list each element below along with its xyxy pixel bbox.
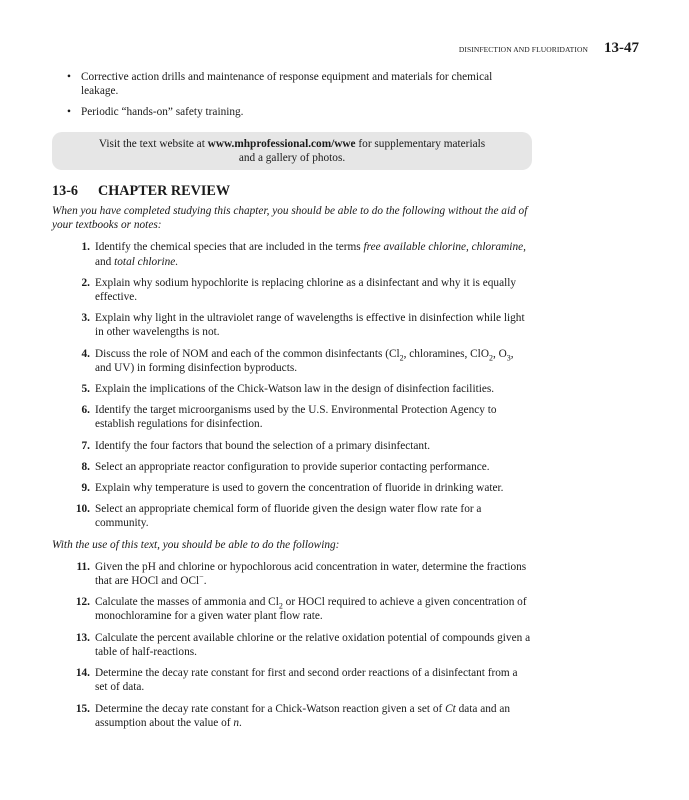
objective-number: 10. — [75, 503, 90, 516]
page-content — [52, 70, 532, 737]
objective-item — [52, 560, 532, 588]
objective-number: 14. — [75, 667, 90, 680]
bullet-text: Periodic “hands-on” safety training. — [81, 106, 244, 119]
objective-text: or HOCl required to achieve a given concentration of monochloramine for a given water plant flow rate. — [95, 596, 527, 623]
objective-number: 6. — [81, 404, 90, 417]
objective-text: and — [95, 255, 115, 268]
section-heading — [52, 183, 532, 200]
objective-number: 8. — [81, 460, 90, 473]
objective-item — [52, 595, 532, 623]
bullet-item — [52, 105, 532, 119]
website-suffix: for supplementary materials — [355, 137, 486, 150]
bullet-text: Corrective action drills and maintenance of response equipment and materials for chemical leakage. — [81, 71, 493, 98]
objective-text: Calculate the masses of ammonia and Cl — [95, 596, 279, 609]
section-intro: When you have completed studying this chapter, you should be able to do the following without the aid of your textbooks or notes: — [52, 205, 528, 232]
objective-text: Identify the chemical species that are included in the terms — [95, 241, 364, 254]
section-intro-2: With the use of this text, you should be able to do the following: — [52, 538, 340, 551]
section-number: 13-6 — [52, 183, 79, 200]
objective-item — [52, 481, 532, 495]
website-line2: and a gallery of photos. — [238, 151, 346, 164]
objective-number: 11. — [76, 560, 90, 573]
objective-text: Discuss the role of NOM and each of the common disinfectants (Cl — [95, 347, 400, 360]
objective-number: 3. — [81, 312, 90, 325]
objective-number: 5. — [81, 383, 90, 396]
objective-number: 7. — [81, 439, 90, 452]
objective-text: Identify the four factors that bound the selection of a primary disinfectant. — [95, 439, 431, 452]
objective-item — [52, 439, 532, 453]
bullet-list — [52, 70, 532, 120]
objective-term: Ct — [445, 702, 456, 715]
objective-number: 12. — [75, 596, 90, 609]
subscript: 2 — [278, 601, 283, 611]
bullet-icon: • — [67, 71, 71, 83]
objective-item — [52, 240, 532, 268]
website-link[interactable]: www.mhprofessional.com/wwe — [207, 137, 356, 150]
bullet-icon: • — [67, 106, 71, 119]
objective-list — [52, 240, 532, 530]
objective-item — [52, 311, 532, 339]
objective-item — [52, 666, 532, 694]
website-callout — [52, 132, 532, 170]
objective-text: . — [239, 716, 242, 729]
objective-text: Calculate the percent available chlorine or the relative oxidation potential of compounds given a table of half-reactions. — [95, 631, 531, 658]
page-number: 13-47 — [604, 40, 639, 56]
objective-number: 13. — [75, 631, 90, 644]
objective-item — [52, 460, 532, 474]
objective-text: Explain the implications of the Chick-Watson law in the design of disinfection facilities. — [95, 383, 495, 396]
objective-text: Given the pH and chlorine or hypochlorous acid concentration in water, determine the fractions that are HOCl and OCl — [95, 560, 527, 588]
objective-text: , O — [492, 347, 507, 360]
objective-item — [52, 382, 532, 396]
objective-text: Select an appropriate reactor configuration to provide superior contacting performance. — [95, 460, 490, 473]
objective-text: , chloramines, ClO — [403, 347, 489, 360]
objective-number: 2. — [81, 276, 90, 289]
running-head: DISINFECTION AND FLUORIDATION — [458, 45, 588, 54]
objective-term: chloramine, — [471, 241, 526, 254]
objective-item — [52, 403, 532, 431]
subscript: 2 — [399, 352, 404, 362]
objective-item — [52, 702, 532, 730]
website-prefix: Visit the text website at — [98, 137, 208, 150]
objective-item — [52, 276, 532, 304]
objective-item — [52, 347, 532, 375]
objective-term: n — [233, 716, 240, 729]
objective-list-2 — [52, 560, 532, 730]
section-title: CHAPTER REVIEW — [98, 183, 231, 200]
objective-number: 4. — [81, 347, 90, 360]
objective-number: 9. — [81, 482, 90, 495]
subscript: 3 — [506, 352, 511, 362]
objective-text: Determine the decay rate constant for a Chick-Watson reaction given a set of — [95, 702, 446, 715]
objective-item — [52, 502, 532, 530]
objective-number: 15. — [75, 702, 90, 715]
objective-text: data and an assumption about the value of — [95, 702, 511, 729]
objective-text: Explain why temperature is used to govern the concentration of fluoride in drinking water. — [95, 482, 504, 495]
objective-text: Determine the decay rate constant for first and second order reactions of a disinfectant from a set of data. — [95, 667, 518, 694]
objective-text: Explain why light in the ultraviolet range of wavelengths is effective in disinfection while light in other wavelengths is not. — [95, 312, 525, 339]
objective-text: Identify the target microorganisms used by the U.S. Environmental Protection Agency to establish regulations for disinfection. — [95, 404, 497, 431]
objective-text: . — [203, 575, 207, 588]
objective-text: Select an appropriate chemical form of fluoride given the design water flow rate for a community. — [95, 503, 482, 530]
objective-text: Explain why sodium hypochlorite is replacing chlorine as a disinfectant and why it is equally effective. — [95, 276, 517, 304]
superscript: − — [199, 572, 204, 582]
objective-term: free available chlorine, — [363, 241, 469, 254]
bullet-item — [52, 70, 532, 98]
subscript: 2 — [488, 352, 493, 362]
objective-term: total chlorine. — [114, 255, 179, 268]
objective-number: 1. — [81, 241, 90, 254]
objective-item — [52, 631, 532, 659]
page-header — [52, 40, 639, 57]
objective-text: , and UV) in forming disinfection byproducts. — [95, 347, 514, 374]
